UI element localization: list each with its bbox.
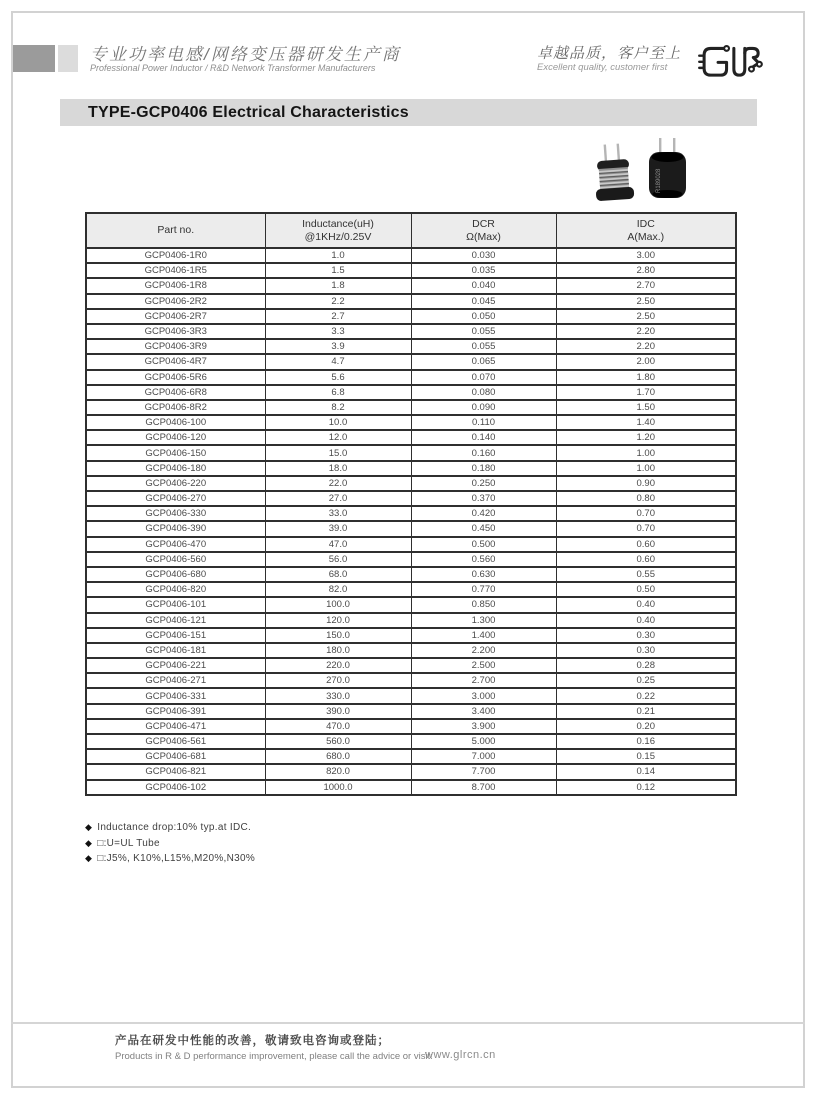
inductance-cell: 18.0 [265, 461, 411, 476]
footnote-line [85, 836, 255, 852]
part-no-cell: GCP0406-470 [86, 537, 265, 552]
table-row [86, 780, 736, 795]
idc-cell: 0.20 [556, 719, 736, 734]
table-row [86, 567, 736, 582]
footer-note-en: Products in R & D performance improvement, please call the advice or visit: [115, 1051, 433, 1062]
idc-cell: 0.28 [556, 658, 736, 673]
dcr-cell: 8.700 [411, 780, 556, 795]
dcr-cell: 0.370 [411, 491, 556, 506]
table-row [86, 613, 736, 628]
inductance-cell: 560.0 [265, 734, 411, 749]
idc-cell: 0.25 [556, 673, 736, 688]
page-title: TYPE-GCP0406 Electrical Characteristics [88, 104, 409, 121]
inductance-cell: 27.0 [265, 491, 411, 506]
part-no-cell: GCP0406-180 [86, 461, 265, 476]
table-row [86, 673, 736, 688]
dcr-cell: 7.700 [411, 764, 556, 779]
inductance-cell: 120.0 [265, 613, 411, 628]
part-no-cell: GCP0406-121 [86, 613, 265, 628]
dcr-cell: 0.050 [411, 309, 556, 324]
part-no-cell: GCP0406-220 [86, 476, 265, 491]
col-header-part-no: Part no. [86, 213, 265, 248]
part-no-cell: GCP0406-3R9 [86, 339, 265, 354]
table-row [86, 385, 736, 400]
brand-title-en: Professional Power Inductor / R&D Network Transformer Manufacturers [90, 63, 376, 73]
dcr-cell: 1.300 [411, 613, 556, 628]
footnote-text: Inductance drop:10% typ.at IDC. [97, 822, 252, 833]
idc-cell: 1.20 [556, 430, 736, 445]
table-row [86, 506, 736, 521]
dcr-cell: 0.110 [411, 415, 556, 430]
part-no-cell: GCP0406-821 [86, 764, 265, 779]
dcr-cell: 2.700 [411, 673, 556, 688]
part-no-cell: GCP0406-1R0 [86, 248, 265, 263]
header-square-dark [13, 45, 55, 72]
footnote-line [85, 820, 255, 836]
idc-cell: 0.50 [556, 582, 736, 597]
dcr-cell: 2.500 [411, 658, 556, 673]
dcr-cell: 0.065 [411, 354, 556, 369]
dcr-cell: 3.000 [411, 688, 556, 703]
dcr-cell: 0.630 [411, 567, 556, 582]
inductance-cell: 10.0 [265, 415, 411, 430]
part-no-cell: GCP0406-8R2 [86, 400, 265, 415]
part-no-cell: GCP0406-560 [86, 552, 265, 567]
part-no-cell: GCP0406-221 [86, 658, 265, 673]
dcr-cell: 1.400 [411, 628, 556, 643]
dcr-cell: 7.000 [411, 749, 556, 764]
inductance-cell: 8.2 [265, 400, 411, 415]
dcr-cell: 0.140 [411, 430, 556, 445]
inductance-cell: 1.0 [265, 248, 411, 263]
part-no-cell: GCP0406-331 [86, 688, 265, 703]
idc-cell: 2.70 [556, 278, 736, 293]
footnote-text: □:J5%, K10%,L15%,M20%,N30% [97, 853, 256, 864]
inductance-cell: 150.0 [265, 628, 411, 643]
spec-table-body [86, 248, 736, 795]
part-no-cell: GCP0406-2R2 [86, 294, 265, 309]
table-row [86, 643, 736, 658]
idc-cell: 0.70 [556, 521, 736, 536]
idc-cell: 0.60 [556, 537, 736, 552]
table-row [86, 597, 736, 612]
part-no-cell: GCP0406-150 [86, 445, 265, 460]
dcr-cell: 0.850 [411, 597, 556, 612]
idc-cell: 1.80 [556, 370, 736, 385]
diamond-bullet-icon: ◆ [85, 822, 93, 832]
idc-cell: 0.60 [556, 552, 736, 567]
dcr-cell: 0.180 [411, 461, 556, 476]
dcr-cell: 0.450 [411, 521, 556, 536]
dcr-cell: 0.080 [411, 385, 556, 400]
idc-cell: 1.70 [556, 385, 736, 400]
table-row [86, 430, 736, 445]
dcr-cell: 3.400 [411, 704, 556, 719]
part-no-cell: GCP0406-5R6 [86, 370, 265, 385]
diamond-bullet-icon: ◆ [85, 837, 93, 848]
footer-website-url: www.glrcn.cn [425, 1049, 496, 1061]
table-row [86, 461, 736, 476]
table-row [86, 537, 736, 552]
dcr-cell: 5.000 [411, 734, 556, 749]
table-row [86, 370, 736, 385]
footnotes [85, 820, 255, 867]
idc-cell: 1.00 [556, 445, 736, 460]
table-row [86, 278, 736, 293]
idc-cell: 0.15 [556, 749, 736, 764]
part-no-cell: GCP0406-681 [86, 749, 265, 764]
part-no-cell: GCP0406-4R7 [86, 354, 265, 369]
table-row [86, 704, 736, 719]
table-row [86, 764, 736, 779]
table-row [86, 521, 736, 536]
spec-table [85, 212, 737, 796]
inductance-cell: 1.8 [265, 278, 411, 293]
dcr-cell: 2.200 [411, 643, 556, 658]
part-no-cell: GCP0406-561 [86, 734, 265, 749]
idc-cell: 2.00 [556, 354, 736, 369]
table-row [86, 582, 736, 597]
dcr-cell: 0.040 [411, 278, 556, 293]
part-no-cell: GCP0406-120 [86, 430, 265, 445]
inductance-cell: 180.0 [265, 643, 411, 658]
part-no-cell: GCP0406-181 [86, 643, 265, 658]
idc-cell: 0.30 [556, 643, 736, 658]
inductance-cell: 15.0 [265, 445, 411, 460]
part-no-cell: GCP0406-102 [86, 780, 265, 795]
table-row [86, 552, 736, 567]
part-no-cell: GCP0406-3R3 [86, 324, 265, 339]
table-row [86, 354, 736, 369]
idc-cell: 0.22 [556, 688, 736, 703]
part-no-cell: GCP0406-1R8 [86, 278, 265, 293]
dcr-cell: 0.055 [411, 339, 556, 354]
inductance-cell: 330.0 [265, 688, 411, 703]
table-row [86, 263, 736, 278]
idc-cell: 2.50 [556, 294, 736, 309]
idc-cell: 2.50 [556, 309, 736, 324]
idc-cell: 0.80 [556, 491, 736, 506]
inductance-cell: 56.0 [265, 552, 411, 567]
footer-note-cn: 产品在研发中性能的改善，敬请致电咨询或登陆； [115, 1035, 390, 1047]
slogan-cn: 卓越品质，客户至上 [537, 45, 682, 62]
dcr-cell: 0.045 [411, 294, 556, 309]
idc-cell: 3.00 [556, 248, 736, 263]
idc-cell: 0.21 [556, 704, 736, 719]
electrical-characteristics-table [85, 212, 735, 796]
slogan-en: Excellent quality, customer first [537, 62, 668, 73]
part-no-cell: GCP0406-680 [86, 567, 265, 582]
brand-title-cn: 专业功率电感/网络变压器研发生产商 [90, 45, 401, 64]
table-row [86, 734, 736, 749]
col-header-inductance: Inductance(uH) @1KHz/0.25V [265, 213, 411, 248]
idc-cell: 1.00 [556, 461, 736, 476]
dcr-cell: 0.500 [411, 537, 556, 552]
footnote-line [85, 851, 255, 867]
table-row [86, 491, 736, 506]
dcr-cell: 0.035 [411, 263, 556, 278]
table-row [86, 400, 736, 415]
section-title-bar [60, 99, 757, 126]
part-no-cell: GCP0406-6R8 [86, 385, 265, 400]
idc-cell: 0.16 [556, 734, 736, 749]
idc-cell: 0.55 [556, 567, 736, 582]
inductance-cell: 5.6 [265, 370, 411, 385]
table-row [86, 324, 736, 339]
idc-cell: 1.40 [556, 415, 736, 430]
footer-divider [11, 1022, 805, 1024]
part-no-cell: GCP0406-820 [86, 582, 265, 597]
part-no-cell: GCP0406-390 [86, 521, 265, 536]
inductance-cell: 390.0 [265, 704, 411, 719]
table-row [86, 445, 736, 460]
dcr-cell: 0.420 [411, 506, 556, 521]
part-no-cell: GCP0406-2R7 [86, 309, 265, 324]
idc-cell: 1.50 [556, 400, 736, 415]
dcr-cell: 0.560 [411, 552, 556, 567]
part-no-cell: GCP0406-391 [86, 704, 265, 719]
table-row [86, 248, 736, 263]
table-row [86, 309, 736, 324]
inductor-product-image [583, 138, 701, 221]
glr-logo-icon [695, 36, 763, 95]
part-no-cell: GCP0406-1R5 [86, 263, 265, 278]
dcr-cell: 0.250 [411, 476, 556, 491]
part-no-cell: GCP0406-271 [86, 673, 265, 688]
inductance-cell: 2.2 [265, 294, 411, 309]
table-row [86, 294, 736, 309]
dcr-cell: 0.770 [411, 582, 556, 597]
table-row [86, 476, 736, 491]
inductance-cell: 3.9 [265, 339, 411, 354]
part-no-cell: GCP0406-100 [86, 415, 265, 430]
inductance-cell: 1.5 [265, 263, 411, 278]
table-row [86, 688, 736, 703]
table-row [86, 749, 736, 764]
dcr-cell: 0.070 [411, 370, 556, 385]
dcr-cell: 0.090 [411, 400, 556, 415]
dcr-cell: 0.160 [411, 445, 556, 460]
part-no-cell: GCP0406-330 [86, 506, 265, 521]
inductance-cell: 820.0 [265, 764, 411, 779]
idc-cell: 0.40 [556, 597, 736, 612]
footnote-text: □:U=UL Tube [97, 837, 160, 849]
table-row [86, 658, 736, 673]
table-row [86, 415, 736, 430]
inductance-cell: 270.0 [265, 673, 411, 688]
idc-cell: 2.80 [556, 263, 736, 278]
idc-cell: 0.12 [556, 780, 736, 795]
idc-cell: 0.30 [556, 628, 736, 643]
inductance-cell: 22.0 [265, 476, 411, 491]
inductance-cell: 1000.0 [265, 780, 411, 795]
idc-cell: 2.20 [556, 339, 736, 354]
inductance-cell: 6.8 [265, 385, 411, 400]
table-row [86, 628, 736, 643]
dcr-cell: 0.030 [411, 248, 556, 263]
inductance-cell: 3.3 [265, 324, 411, 339]
inductance-cell: 100.0 [265, 597, 411, 612]
inductance-cell: 470.0 [265, 719, 411, 734]
inductance-cell: 33.0 [265, 506, 411, 521]
part-no-cell: GCP0406-471 [86, 719, 265, 734]
inductance-cell: 220.0 [265, 658, 411, 673]
spec-table-head [86, 213, 736, 248]
table-row [86, 339, 736, 354]
dcr-cell: 0.055 [411, 324, 556, 339]
inductance-cell: 4.7 [265, 354, 411, 369]
table-row [86, 719, 736, 734]
header-square-light [58, 45, 78, 72]
inductance-cell: 2.7 [265, 309, 411, 324]
idc-cell: 0.40 [556, 613, 736, 628]
inductance-cell: 39.0 [265, 521, 411, 536]
part-no-cell: GCP0406-101 [86, 597, 265, 612]
diamond-bullet-icon: ◆ [85, 853, 93, 863]
inductor-marking: R189028 [656, 168, 662, 193]
inductance-cell: 47.0 [265, 537, 411, 552]
inductance-cell: 68.0 [265, 567, 411, 582]
idc-cell: 0.14 [556, 764, 736, 779]
inductance-cell: 82.0 [265, 582, 411, 597]
part-no-cell: GCP0406-151 [86, 628, 265, 643]
col-header-idc: IDC A(Max.) [556, 213, 736, 248]
inductance-cell: 680.0 [265, 749, 411, 764]
idc-cell: 2.20 [556, 324, 736, 339]
dcr-cell: 3.900 [411, 719, 556, 734]
part-no-cell: GCP0406-270 [86, 491, 265, 506]
inductance-cell: 12.0 [265, 430, 411, 445]
idc-cell: 0.70 [556, 506, 736, 521]
col-header-dcr: DCR Ω(Max) [411, 213, 556, 248]
idc-cell: 0.90 [556, 476, 736, 491]
